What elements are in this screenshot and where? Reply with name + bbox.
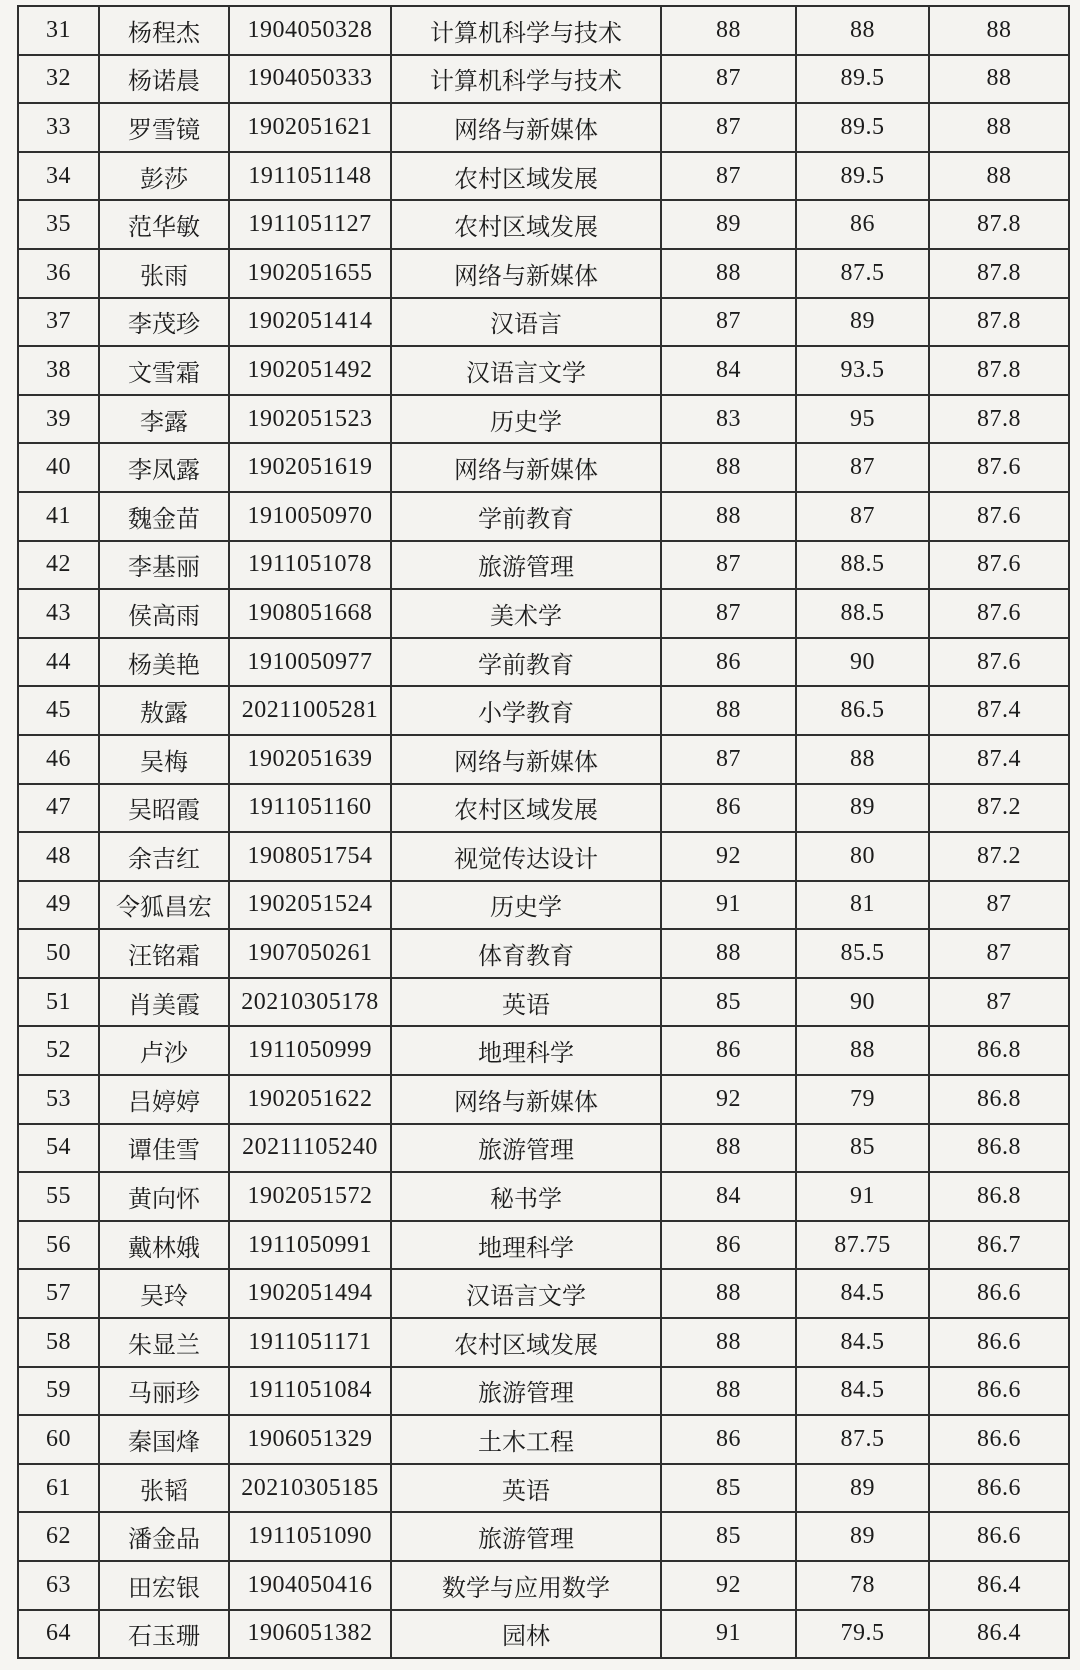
name-cell: 令狐昌宏 <box>99 881 229 930</box>
rank-cell: 33 <box>18 103 99 152</box>
score-1-cell: 83 <box>661 395 796 444</box>
name-cell: 彭莎 <box>99 152 229 201</box>
name-cell: 杨诺晨 <box>99 55 229 104</box>
rank-cell: 38 <box>18 346 99 395</box>
rank-cell: 59 <box>18 1367 99 1416</box>
table-row <box>18 103 1069 152</box>
score-1-cell: 87 <box>661 589 796 638</box>
score-2-cell: 85.5 <box>796 929 929 978</box>
table-row <box>18 784 1069 833</box>
rank-cell: 54 <box>18 1124 99 1173</box>
table-row <box>18 1561 1069 1610</box>
rank-cell: 41 <box>18 492 99 541</box>
major-cell: 汉语言 <box>391 298 661 347</box>
table-row <box>18 541 1069 590</box>
final-score-cell: 86.4 <box>929 1561 1069 1610</box>
table-row <box>18 1367 1069 1416</box>
rank-cell: 43 <box>18 589 99 638</box>
table-row <box>18 832 1069 881</box>
name-cell: 李凤露 <box>99 443 229 492</box>
score-2-cell: 87.5 <box>796 249 929 298</box>
major-cell: 网络与新媒体 <box>391 735 661 784</box>
score-1-cell: 88 <box>661 6 796 55</box>
final-score-cell: 87.8 <box>929 200 1069 249</box>
student-id-cell: 1902051621 <box>229 103 391 152</box>
final-score-cell: 87 <box>929 929 1069 978</box>
score-1-cell: 86 <box>661 1026 796 1075</box>
final-score-cell: 87.6 <box>929 492 1069 541</box>
score-2-cell: 87.5 <box>796 1415 929 1464</box>
student-id-cell: 1902051619 <box>229 443 391 492</box>
score-2-cell: 91 <box>796 1172 929 1221</box>
name-cell: 吕婷婷 <box>99 1075 229 1124</box>
table-row <box>18 492 1069 541</box>
table-row <box>18 6 1069 55</box>
score-2-cell: 89.5 <box>796 103 929 152</box>
student-id-cell: 1906051382 <box>229 1610 391 1659</box>
score-1-cell: 88 <box>661 443 796 492</box>
name-cell: 侯高雨 <box>99 589 229 638</box>
table-row <box>18 1610 1069 1659</box>
score-table <box>17 5 1070 1659</box>
student-id-cell: 20210305178 <box>229 978 391 1027</box>
score-2-cell: 88.5 <box>796 589 929 638</box>
name-cell: 朱显兰 <box>99 1318 229 1367</box>
name-cell: 石玉珊 <box>99 1610 229 1659</box>
rank-cell: 58 <box>18 1318 99 1367</box>
final-score-cell: 86.6 <box>929 1269 1069 1318</box>
rank-cell: 44 <box>18 638 99 687</box>
score-2-cell: 86.5 <box>796 686 929 735</box>
rank-cell: 63 <box>18 1561 99 1610</box>
major-cell: 视觉传达设计 <box>391 832 661 881</box>
major-cell: 秘书学 <box>391 1172 661 1221</box>
student-id-cell: 1908051668 <box>229 589 391 638</box>
final-score-cell: 88 <box>929 152 1069 201</box>
score-1-cell: 88 <box>661 929 796 978</box>
student-id-cell: 1911051078 <box>229 541 391 590</box>
final-score-cell: 86.8 <box>929 1075 1069 1124</box>
score-table-body <box>18 6 1069 1658</box>
student-id-cell: 1911051148 <box>229 152 391 201</box>
rank-cell: 35 <box>18 200 99 249</box>
name-cell: 敖露 <box>99 686 229 735</box>
score-2-cell: 89.5 <box>796 55 929 104</box>
score-1-cell: 84 <box>661 346 796 395</box>
table-row <box>18 1269 1069 1318</box>
final-score-cell: 87 <box>929 978 1069 1027</box>
major-cell: 体育教育 <box>391 929 661 978</box>
score-2-cell: 89 <box>796 1464 929 1513</box>
table-row <box>18 589 1069 638</box>
final-score-cell: 87.8 <box>929 249 1069 298</box>
major-cell: 旅游管理 <box>391 541 661 590</box>
score-2-cell: 84.5 <box>796 1367 929 1416</box>
final-score-cell: 87.4 <box>929 686 1069 735</box>
score-1-cell: 88 <box>661 1318 796 1367</box>
name-cell: 李基丽 <box>99 541 229 590</box>
rank-cell: 47 <box>18 784 99 833</box>
name-cell: 李露 <box>99 395 229 444</box>
score-1-cell: 92 <box>661 1075 796 1124</box>
rank-cell: 48 <box>18 832 99 881</box>
major-cell: 英语 <box>391 1464 661 1513</box>
rank-cell: 51 <box>18 978 99 1027</box>
table-row <box>18 1026 1069 1075</box>
name-cell: 黄向怀 <box>99 1172 229 1221</box>
student-id-cell: 1908051754 <box>229 832 391 881</box>
score-2-cell: 88.5 <box>796 541 929 590</box>
final-score-cell: 86.6 <box>929 1318 1069 1367</box>
table-row <box>18 686 1069 735</box>
table-row <box>18 298 1069 347</box>
score-2-cell: 86 <box>796 200 929 249</box>
score-1-cell: 85 <box>661 978 796 1027</box>
name-cell: 杨程杰 <box>99 6 229 55</box>
score-1-cell: 88 <box>661 1367 796 1416</box>
table-row <box>18 249 1069 298</box>
name-cell: 吴玲 <box>99 1269 229 1318</box>
rank-cell: 32 <box>18 55 99 104</box>
table-row <box>18 1172 1069 1221</box>
major-cell: 网络与新媒体 <box>391 443 661 492</box>
score-1-cell: 92 <box>661 1561 796 1610</box>
score-1-cell: 86 <box>661 638 796 687</box>
table-row <box>18 1512 1069 1561</box>
rank-cell: 45 <box>18 686 99 735</box>
rank-cell: 37 <box>18 298 99 347</box>
rank-cell: 50 <box>18 929 99 978</box>
score-2-cell: 89 <box>796 784 929 833</box>
major-cell: 地理科学 <box>391 1026 661 1075</box>
final-score-cell: 87.4 <box>929 735 1069 784</box>
student-id-cell: 1902051523 <box>229 395 391 444</box>
name-cell: 汪铭霜 <box>99 929 229 978</box>
score-table-container <box>17 5 1070 1659</box>
score-2-cell: 79 <box>796 1075 929 1124</box>
score-2-cell: 78 <box>796 1561 929 1610</box>
rank-cell: 40 <box>18 443 99 492</box>
score-2-cell: 84.5 <box>796 1269 929 1318</box>
major-cell: 美术学 <box>391 589 661 638</box>
student-id-cell: 1911050999 <box>229 1026 391 1075</box>
name-cell: 秦国烽 <box>99 1415 229 1464</box>
score-2-cell: 88 <box>796 735 929 784</box>
score-1-cell: 88 <box>661 1269 796 1318</box>
score-2-cell: 89 <box>796 1512 929 1561</box>
score-1-cell: 85 <box>661 1512 796 1561</box>
final-score-cell: 86.8 <box>929 1124 1069 1173</box>
student-id-cell: 1902051524 <box>229 881 391 930</box>
major-cell: 土木工程 <box>391 1415 661 1464</box>
score-1-cell: 86 <box>661 1415 796 1464</box>
student-id-cell: 1911051127 <box>229 200 391 249</box>
score-2-cell: 81 <box>796 881 929 930</box>
score-2-cell: 93.5 <box>796 346 929 395</box>
score-2-cell: 84.5 <box>796 1318 929 1367</box>
rank-cell: 55 <box>18 1172 99 1221</box>
major-cell: 网络与新媒体 <box>391 103 661 152</box>
student-id-cell: 1911051160 <box>229 784 391 833</box>
rank-cell: 62 <box>18 1512 99 1561</box>
final-score-cell: 87.6 <box>929 589 1069 638</box>
major-cell: 小学教育 <box>391 686 661 735</box>
major-cell: 旅游管理 <box>391 1512 661 1561</box>
score-2-cell: 80 <box>796 832 929 881</box>
name-cell: 张韬 <box>99 1464 229 1513</box>
final-score-cell: 86.6 <box>929 1464 1069 1513</box>
major-cell: 园林 <box>391 1610 661 1659</box>
name-cell: 余吉红 <box>99 832 229 881</box>
major-cell: 旅游管理 <box>391 1367 661 1416</box>
major-cell: 汉语言文学 <box>391 346 661 395</box>
table-row <box>18 929 1069 978</box>
table-row <box>18 346 1069 395</box>
name-cell: 张雨 <box>99 249 229 298</box>
student-id-cell: 1910050977 <box>229 638 391 687</box>
table-row <box>18 1318 1069 1367</box>
major-cell: 学前教育 <box>391 638 661 687</box>
major-cell: 农村区域发展 <box>391 1318 661 1367</box>
name-cell: 吴昭霞 <box>99 784 229 833</box>
student-id-cell: 1911051171 <box>229 1318 391 1367</box>
name-cell: 卢沙 <box>99 1026 229 1075</box>
score-1-cell: 87 <box>661 55 796 104</box>
score-1-cell: 87 <box>661 298 796 347</box>
student-id-cell: 1902051494 <box>229 1269 391 1318</box>
score-2-cell: 90 <box>796 978 929 1027</box>
score-1-cell: 89 <box>661 200 796 249</box>
name-cell: 马丽珍 <box>99 1367 229 1416</box>
score-2-cell: 88 <box>796 6 929 55</box>
rank-cell: 56 <box>18 1221 99 1270</box>
rank-cell: 57 <box>18 1269 99 1318</box>
final-score-cell: 86.8 <box>929 1026 1069 1075</box>
name-cell: 罗雪镜 <box>99 103 229 152</box>
name-cell: 李茂珍 <box>99 298 229 347</box>
student-id-cell: 1904050416 <box>229 1561 391 1610</box>
table-row <box>18 152 1069 201</box>
table-row <box>18 443 1069 492</box>
major-cell: 农村区域发展 <box>391 784 661 833</box>
score-2-cell: 88 <box>796 1026 929 1075</box>
student-id-cell: 1902051492 <box>229 346 391 395</box>
final-score-cell: 87.8 <box>929 298 1069 347</box>
table-row <box>18 1415 1069 1464</box>
rank-cell: 64 <box>18 1610 99 1659</box>
final-score-cell: 87.6 <box>929 638 1069 687</box>
final-score-cell: 86.4 <box>929 1610 1069 1659</box>
student-id-cell: 1902051622 <box>229 1075 391 1124</box>
score-2-cell: 87.75 <box>796 1221 929 1270</box>
rank-cell: 61 <box>18 1464 99 1513</box>
name-cell: 文雪霜 <box>99 346 229 395</box>
rank-cell: 53 <box>18 1075 99 1124</box>
table-row <box>18 638 1069 687</box>
score-1-cell: 86 <box>661 1221 796 1270</box>
name-cell: 肖美霞 <box>99 978 229 1027</box>
major-cell: 学前教育 <box>391 492 661 541</box>
student-id-cell: 1910050970 <box>229 492 391 541</box>
score-1-cell: 91 <box>661 1610 796 1659</box>
student-id-cell: 1902051414 <box>229 298 391 347</box>
rank-cell: 60 <box>18 1415 99 1464</box>
table-row <box>18 1464 1069 1513</box>
final-score-cell: 87.8 <box>929 395 1069 444</box>
student-id-cell: 1902051655 <box>229 249 391 298</box>
table-row <box>18 1124 1069 1173</box>
student-id-cell: 20211005281 <box>229 686 391 735</box>
student-id-cell: 1907050261 <box>229 929 391 978</box>
name-cell: 魏金苗 <box>99 492 229 541</box>
final-score-cell: 86.6 <box>929 1512 1069 1561</box>
final-score-cell: 87.8 <box>929 346 1069 395</box>
major-cell: 历史学 <box>391 881 661 930</box>
score-1-cell: 86 <box>661 784 796 833</box>
final-score-cell: 86.7 <box>929 1221 1069 1270</box>
score-1-cell: 88 <box>661 686 796 735</box>
score-1-cell: 87 <box>661 735 796 784</box>
major-cell: 网络与新媒体 <box>391 249 661 298</box>
score-2-cell: 87 <box>796 443 929 492</box>
score-2-cell: 95 <box>796 395 929 444</box>
final-score-cell: 87.6 <box>929 541 1069 590</box>
name-cell: 吴梅 <box>99 735 229 784</box>
final-score-cell: 86.6 <box>929 1415 1069 1464</box>
table-row <box>18 1221 1069 1270</box>
score-2-cell: 90 <box>796 638 929 687</box>
score-1-cell: 87 <box>661 152 796 201</box>
final-score-cell: 86.6 <box>929 1367 1069 1416</box>
score-2-cell: 85 <box>796 1124 929 1173</box>
final-score-cell: 87.2 <box>929 784 1069 833</box>
rank-cell: 36 <box>18 249 99 298</box>
score-1-cell: 87 <box>661 103 796 152</box>
score-1-cell: 92 <box>661 832 796 881</box>
score-1-cell: 84 <box>661 1172 796 1221</box>
final-score-cell: 86.8 <box>929 1172 1069 1221</box>
final-score-cell: 87 <box>929 881 1069 930</box>
score-2-cell: 89.5 <box>796 152 929 201</box>
student-id-cell: 1902051572 <box>229 1172 391 1221</box>
name-cell: 杨美艳 <box>99 638 229 687</box>
major-cell: 地理科学 <box>391 1221 661 1270</box>
table-row <box>18 200 1069 249</box>
major-cell: 农村区域发展 <box>391 200 661 249</box>
rank-cell: 34 <box>18 152 99 201</box>
student-id-cell: 1911051090 <box>229 1512 391 1561</box>
rank-cell: 46 <box>18 735 99 784</box>
table-row <box>18 978 1069 1027</box>
name-cell: 潘金品 <box>99 1512 229 1561</box>
major-cell: 历史学 <box>391 395 661 444</box>
major-cell: 网络与新媒体 <box>391 1075 661 1124</box>
final-score-cell: 88 <box>929 103 1069 152</box>
score-1-cell: 88 <box>661 249 796 298</box>
score-2-cell: 79.5 <box>796 1610 929 1659</box>
table-row <box>18 395 1069 444</box>
score-1-cell: 88 <box>661 492 796 541</box>
name-cell: 戴林娥 <box>99 1221 229 1270</box>
final-score-cell: 87.6 <box>929 443 1069 492</box>
final-score-cell: 87.2 <box>929 832 1069 881</box>
student-id-cell: 1911050991 <box>229 1221 391 1270</box>
student-id-cell: 1904050333 <box>229 55 391 104</box>
score-2-cell: 87 <box>796 492 929 541</box>
major-cell: 计算机科学与技术 <box>391 6 661 55</box>
score-2-cell: 89 <box>796 298 929 347</box>
name-cell: 范华敏 <box>99 200 229 249</box>
table-row <box>18 881 1069 930</box>
score-1-cell: 87 <box>661 541 796 590</box>
rank-cell: 42 <box>18 541 99 590</box>
score-1-cell: 88 <box>661 1124 796 1173</box>
rank-cell: 49 <box>18 881 99 930</box>
student-id-cell: 1911051084 <box>229 1367 391 1416</box>
major-cell: 数学与应用数学 <box>391 1561 661 1610</box>
rank-cell: 39 <box>18 395 99 444</box>
student-id-cell: 1906051329 <box>229 1415 391 1464</box>
major-cell: 农村区域发展 <box>391 152 661 201</box>
table-row <box>18 1075 1069 1124</box>
student-id-cell: 20211105240 <box>229 1124 391 1173</box>
student-id-cell: 1904050328 <box>229 6 391 55</box>
name-cell: 田宏银 <box>99 1561 229 1610</box>
major-cell: 旅游管理 <box>391 1124 661 1173</box>
major-cell: 汉语言文学 <box>391 1269 661 1318</box>
major-cell: 计算机科学与技术 <box>391 55 661 104</box>
final-score-cell: 88 <box>929 6 1069 55</box>
final-score-cell: 88 <box>929 55 1069 104</box>
rank-cell: 31 <box>18 6 99 55</box>
name-cell: 谭佳雪 <box>99 1124 229 1173</box>
table-row <box>18 735 1069 784</box>
student-id-cell: 1902051639 <box>229 735 391 784</box>
major-cell: 英语 <box>391 978 661 1027</box>
score-1-cell: 85 <box>661 1464 796 1513</box>
student-id-cell: 20210305185 <box>229 1464 391 1513</box>
rank-cell: 52 <box>18 1026 99 1075</box>
score-1-cell: 91 <box>661 881 796 930</box>
table-row <box>18 55 1069 104</box>
